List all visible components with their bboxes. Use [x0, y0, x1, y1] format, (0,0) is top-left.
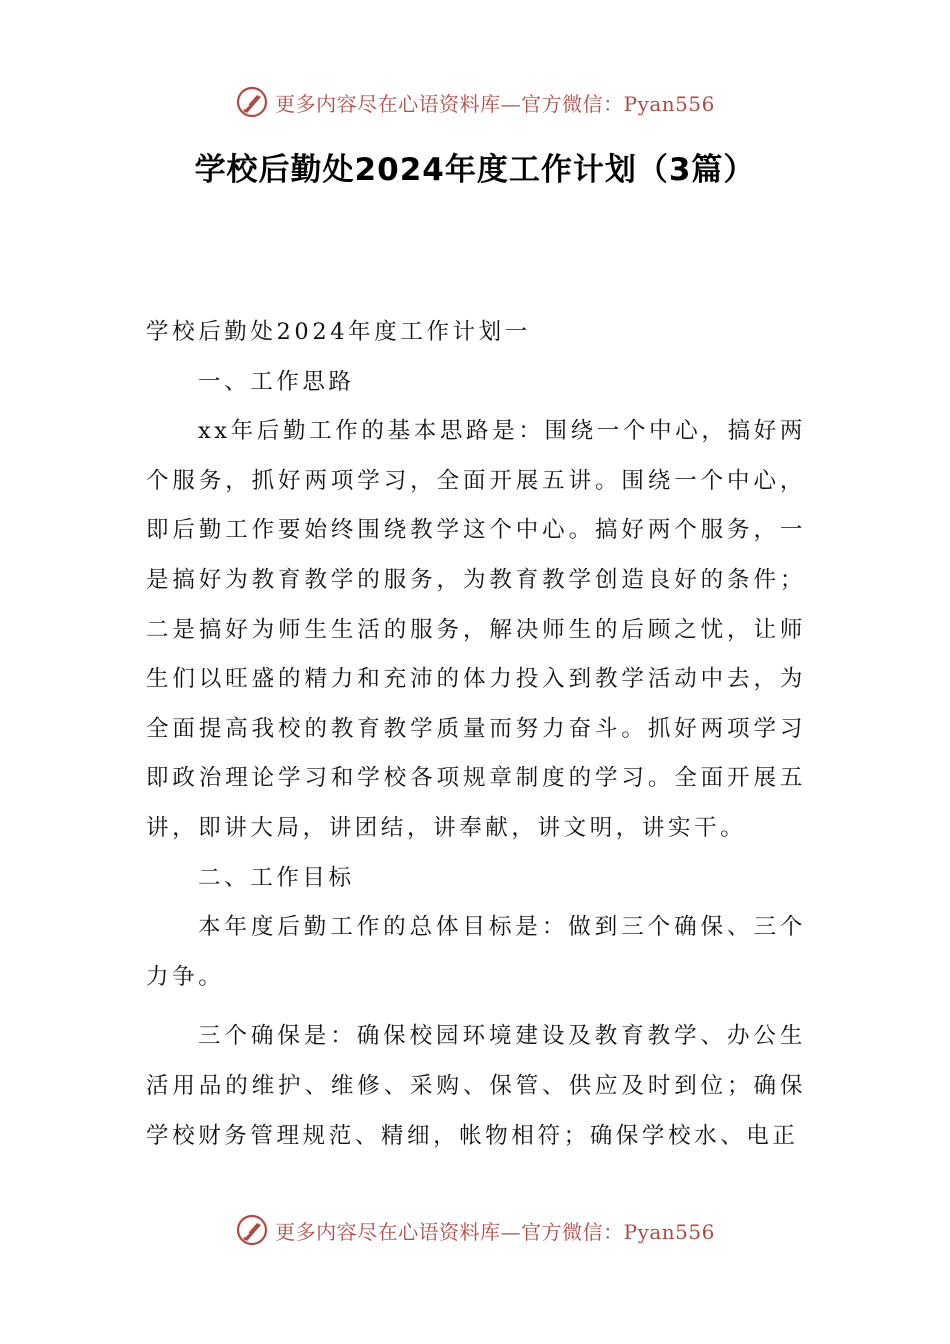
paragraph-three-ensures: 三个确保是：确保校园环境建设及教育教学、办公生活用品的维护、维修、采购、保管、供应及时到位；确保学校财务管理规范、精细，帐物相符；确保学校水、电正	[146, 1023, 806, 1149]
paragraph-overall-goal: 本年度后勤工作的总体目标是：做到三个确保、三个力争。	[146, 914, 806, 990]
watermark-text: 更多内容尽在心语资料库—官方微信：Pyan556	[275, 1219, 715, 1244]
pen-nib-circle-icon	[235, 1213, 269, 1247]
pen-nib-circle-icon	[235, 85, 269, 119]
header-watermark	[0, 82, 950, 122]
heading-work-approach: 一、工作思路	[198, 368, 355, 395]
section-heading: 学校后勤处2024年度工作计划一	[146, 319, 531, 345]
paragraph-work-approach: xx年后勤工作的基本思路是：围绕一个中心，搞好两个服务，抓好两项学习，全面开展五讲。围绕一个中心，即后勤工作要始终围绕教学这个中心。搞好两个服务，一是搞好为教育教学的服务，为教育教学创造良好的条件；二是搞好为师生生活的服务，解决师生的后顾之忧，让师生们以旺盛的精力和充沛的体力投入到教学活动中去，为全面提高我校的教育教学质量而努力奋斗。抓好两项学习即政治理论学习和学校各项规章制度的学习。全面开展五讲，即讲大局，讲团结，讲奉献，讲文明，讲实干。	[146, 418, 806, 841]
document-body	[146, 308, 806, 1161]
footer-watermark	[0, 1210, 950, 1250]
watermark-text: 更多内容尽在心语资料库—官方微信：Pyan556	[275, 91, 715, 116]
heading-work-goals: 二、工作目标	[198, 864, 355, 891]
document-title: 学校后勤处2024年度工作计划（3篇）	[194, 152, 756, 188]
